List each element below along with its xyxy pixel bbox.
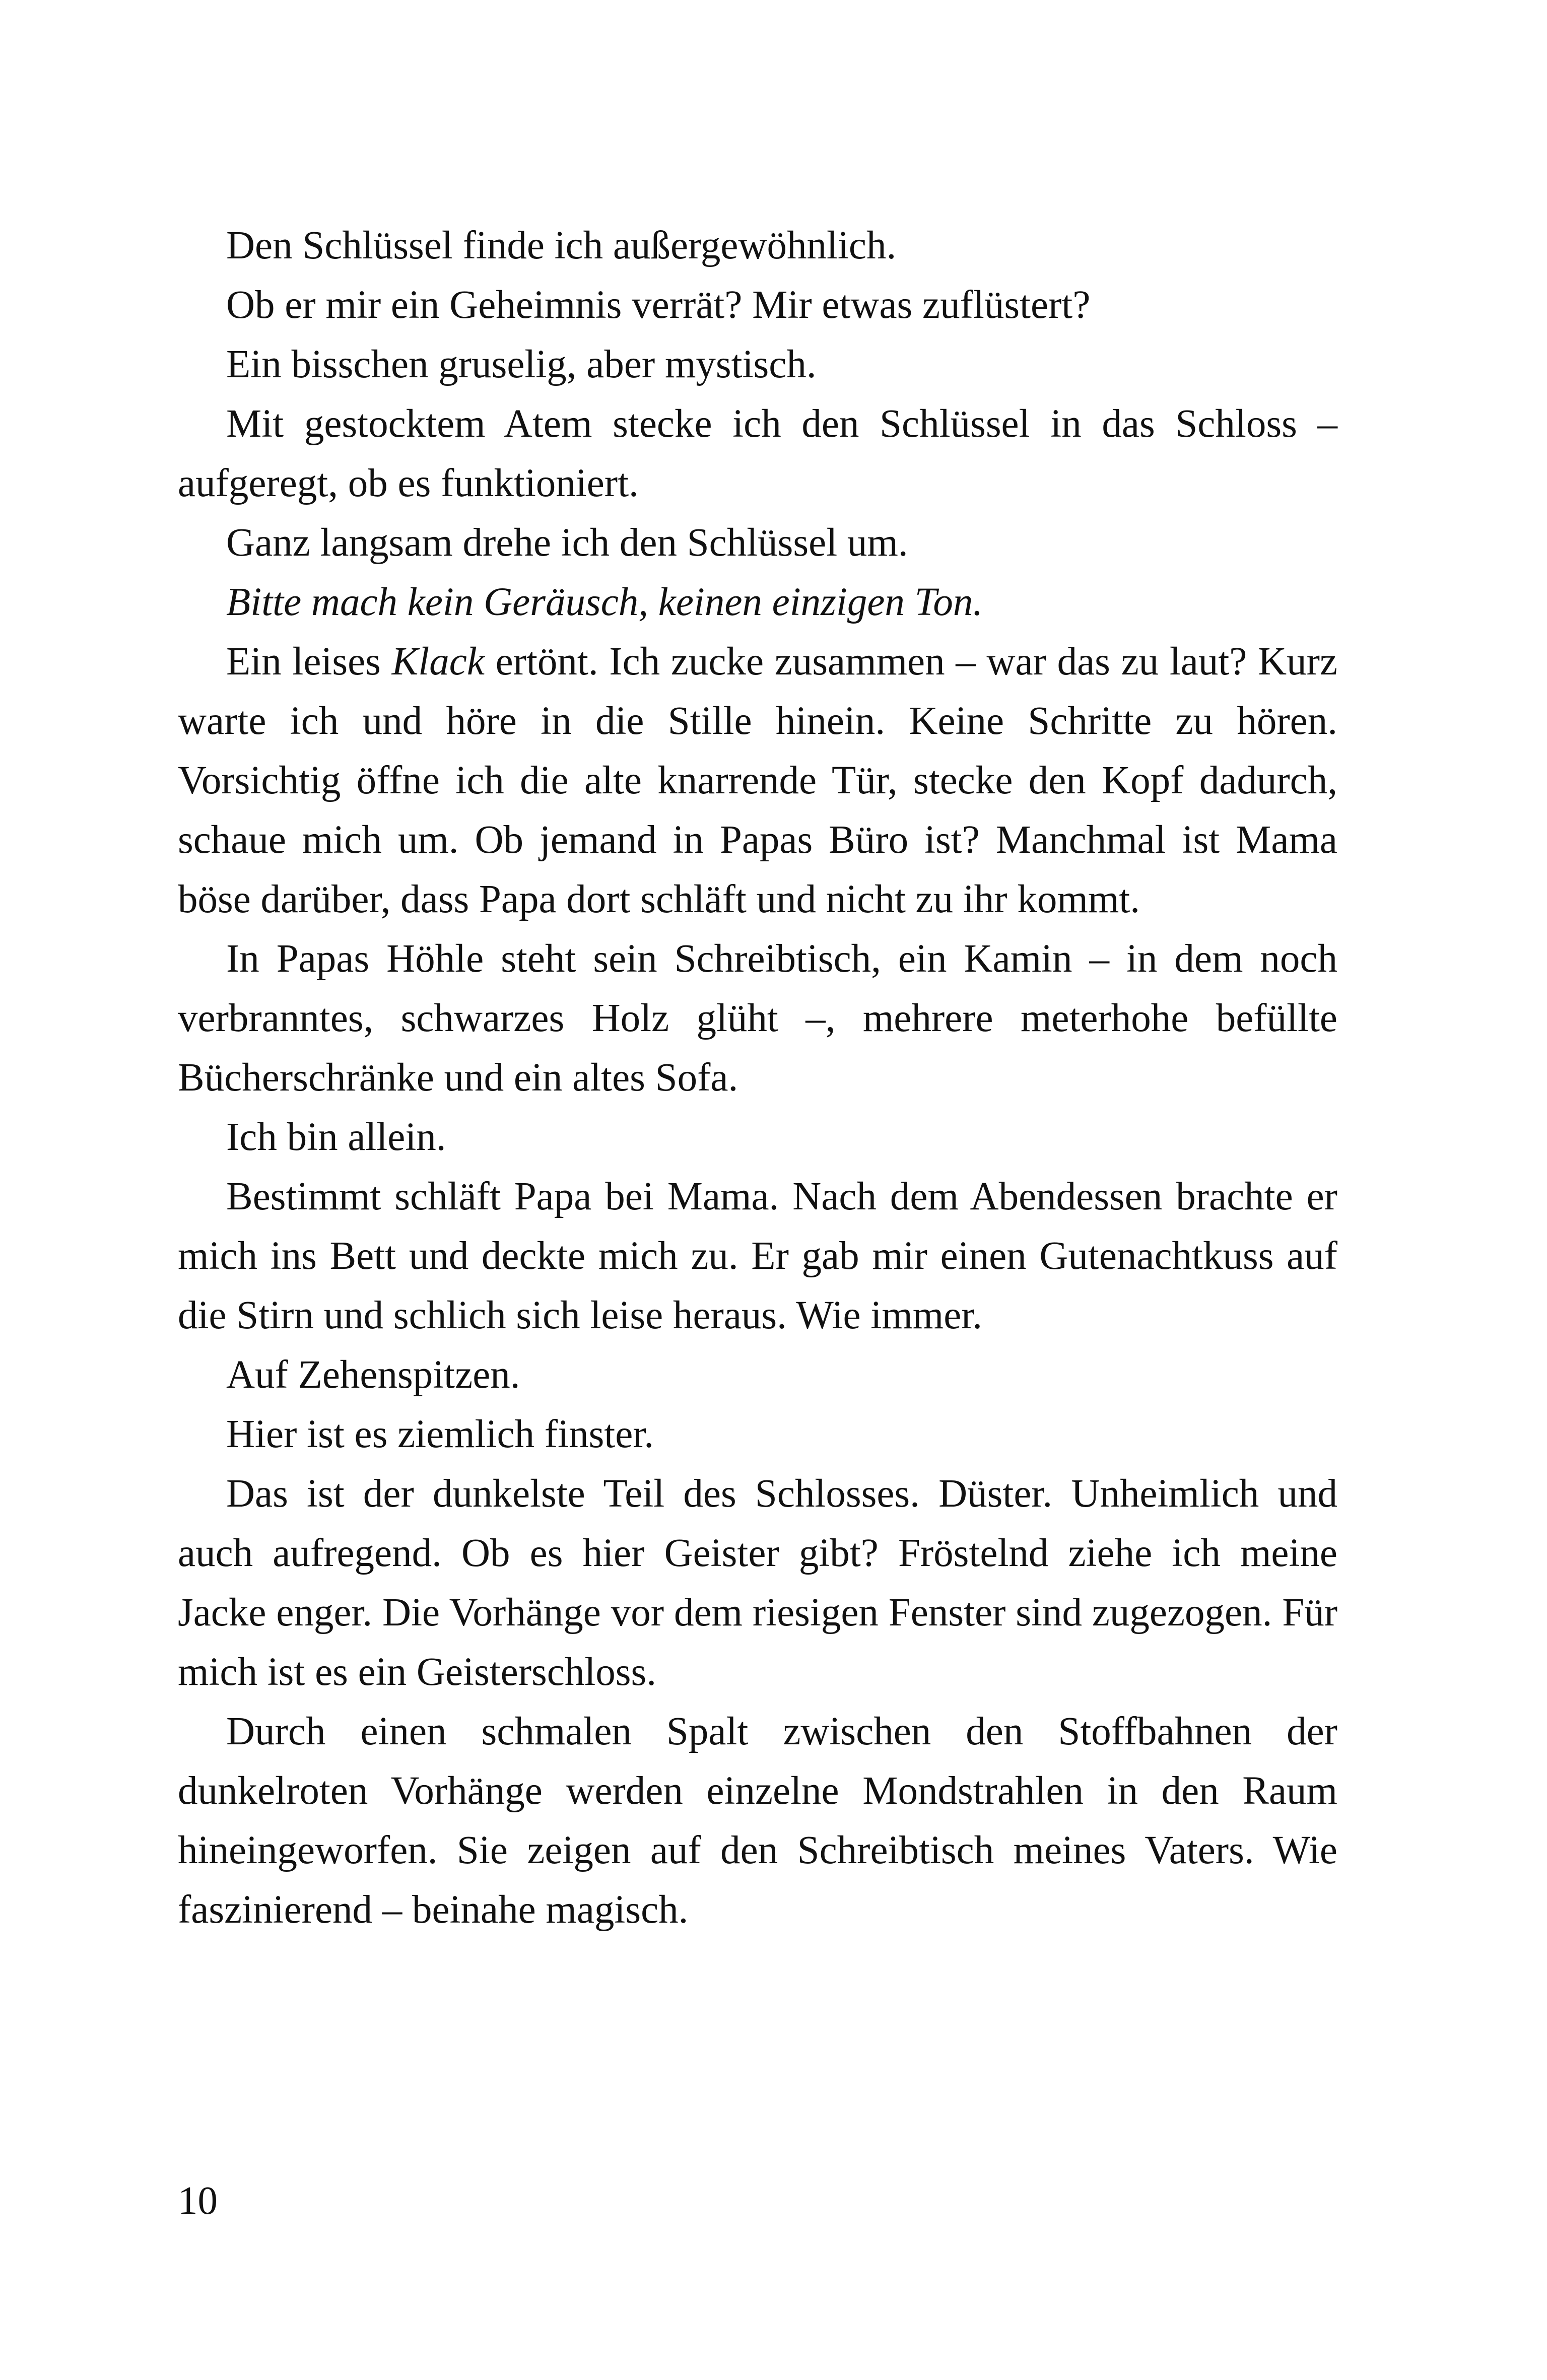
paragraph: Ein bisschen gruselig, aber mystisch. [226, 343, 817, 386]
paragraph-text-before: Ein leises [226, 640, 392, 684]
paragraph: Ich bin allein. [226, 1115, 446, 1159]
paragraph: In Papas Höhle steht sein Schreibtisch, ein Kamin – in dem noch verbranntes, schwarzes Holz glüht –, mehrere meterhohe befüllte Bücherschränke und ein altes Sofa. [178, 937, 1337, 1100]
paragraph: Ganz langsam drehe ich den Schlüssel um. [226, 521, 908, 565]
paragraph: Hier ist es ziemlich finster. [226, 1412, 654, 1456]
paragraph: Durch einen schmalen Spalt zwischen den Stoffbahnen der dunkelroten Vorhänge werden einzelne Mondstrahlen in den Raum hineingeworfen. Sie zeigen auf den Schreibtisch meines Vaters. Wie faszinierend – beinahe magisch. [178, 1710, 1337, 1932]
paragraph [178, 632, 1337, 929]
paragraph: Bestimmt schläft Papa bei Mama. Nach dem Abendessen brachte er mich ins Bett und deckte mich zu. Er gab mir einen Gutenachtkuss auf die Stirn und schlich sich leise heraus. Wie immer. [178, 1175, 1337, 1337]
italic-thought: Bitte mach kein Geräusch, keinen einzigen Ton. [226, 580, 983, 624]
paragraph-italic [178, 573, 1337, 632]
paragraph-text-after: ertönt. Ich zucke zusammen – war das zu laut? Kurz warte ich und höre in die Stille hinein. Keine Schritte zu hören. Vorsichtig öffne ich die alte knarrende Tür, stecke den Kopf dadurch, schaue mich um. Ob jemand in Papas Büro ist? Manchmal ist Mama böse darüber, dass Papa dort schläft und nicht zu ihr kommt. [178, 640, 1337, 921]
paragraph: Das ist der dunkelste Teil des Schlosses. Düster. Unheimlich und auch aufregend. Ob es hier Geister gibt? Fröstelnd ziehe ich meine Jacke enger. Die Vorhänge vor dem riesigen Fenster sind zugezogen. Für mich ist es ein Geisterschloss. [178, 1472, 1337, 1694]
paragraph: Ob er mir ein Geheimnis verrät? Mir etwas zuflüstert? [226, 283, 1091, 327]
page-body-text [178, 216, 1337, 1940]
paragraph: Den Schlüssel finde ich außergewöhnlich. [226, 224, 897, 267]
paragraph: Mit gestocktem Atem stecke ich den Schlüssel in das Schloss – aufgeregt, ob es funktioniert. [178, 402, 1337, 505]
paragraph: Auf Zehenspitzen. [226, 1353, 520, 1397]
page-number: 10 [178, 2179, 218, 2223]
italic-sound-word: Klack [391, 640, 485, 684]
